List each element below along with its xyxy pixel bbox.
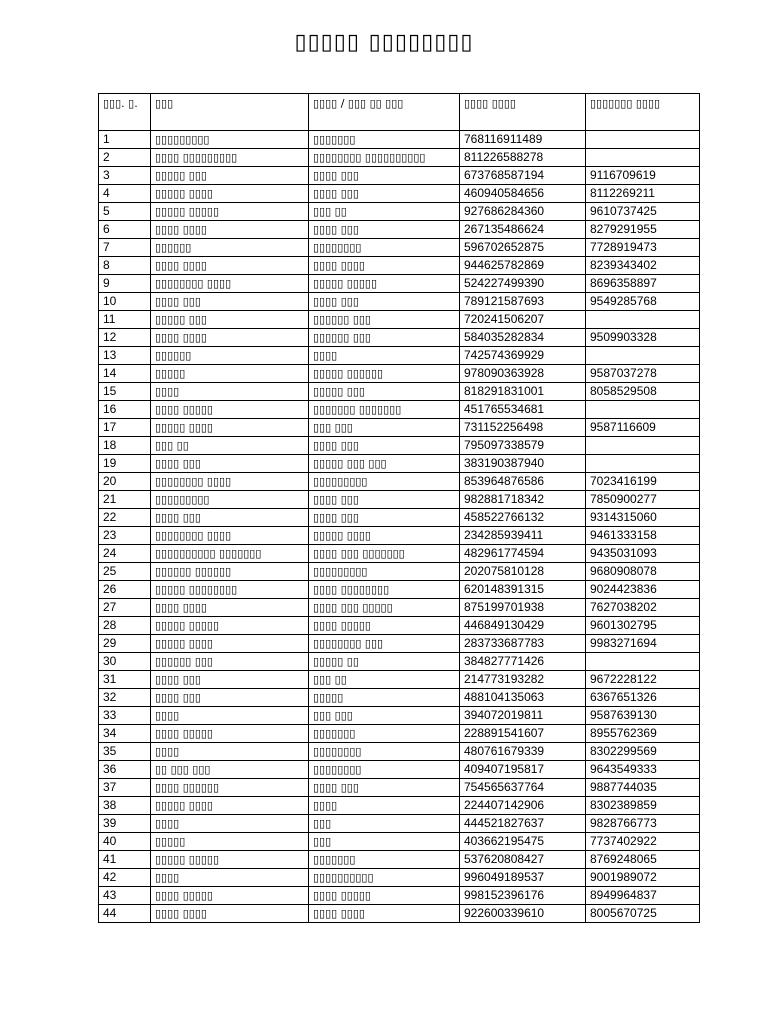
cell-id-number: 754565637764	[460, 779, 586, 797]
cell-serial-number: 19	[99, 455, 151, 473]
cell-serial-number: 23	[99, 527, 151, 545]
cell-father-husband-name: ▯▯▯▯ ▯▯▯	[309, 779, 460, 797]
cell-name: ▯▯▯▯▯▯▯▯ ▯▯▯▯	[151, 473, 309, 491]
table-row	[99, 221, 700, 239]
table-row	[99, 671, 700, 689]
cell-father-husband-name: ▯▯▯ ▯▯	[309, 671, 460, 689]
cell-name: ▯▯▯▯▯ ▯▯▯▯	[151, 185, 309, 203]
cell-name: ▯▯▯▯ ▯▯▯▯	[151, 905, 309, 923]
cell-name: ▯▯▯▯ ▯▯▯	[151, 293, 309, 311]
cell-father-husband-name: ▯▯▯▯▯▯▯▯▯	[309, 473, 460, 491]
table-row	[99, 815, 700, 833]
cell-id-number: 444521827637	[460, 815, 586, 833]
cell-serial-number: 34	[99, 725, 151, 743]
cell-mobile-number: 9680908078	[586, 563, 700, 581]
cell-name: ▯▯▯▯▯ ▯▯▯	[151, 167, 309, 185]
cell-id-number: 720241506207	[460, 311, 586, 329]
cell-name: ▯▯▯▯▯▯▯▯▯	[151, 491, 309, 509]
table-row	[99, 563, 700, 581]
cell-name: ▯▯▯▯▯ ▯▯▯▯▯	[151, 617, 309, 635]
cell-serial-number: 16	[99, 401, 151, 419]
cell-mobile-number: 8302299569	[586, 743, 700, 761]
cell-mobile-number: 9116709619	[586, 167, 700, 185]
cell-id-number: 451765534681	[460, 401, 586, 419]
cell-id-number: 458522766132	[460, 509, 586, 527]
cell-serial-number: 8	[99, 257, 151, 275]
cell-mobile-number: 9024423836	[586, 581, 700, 599]
cell-id-number: 620148391315	[460, 581, 586, 599]
cell-mobile-number: 7023416199	[586, 473, 700, 491]
cell-mobile-number: 9610737425	[586, 203, 700, 221]
cell-serial-number: 22	[99, 509, 151, 527]
cell-id-number: 596702652875	[460, 239, 586, 257]
cell-name: ▯▯▯▯ ▯▯▯▯	[151, 221, 309, 239]
cell-name: ▯▯▯ ▯▯	[151, 437, 309, 455]
cell-father-husband-name: ▯▯▯▯▯ ▯▯▯▯▯▯	[309, 365, 460, 383]
table-row	[99, 509, 700, 527]
cell-mobile-number	[586, 653, 700, 671]
table-row	[99, 401, 700, 419]
table-row	[99, 419, 700, 437]
cell-mobile-number: 8769248065	[586, 851, 700, 869]
cell-serial-number: 2	[99, 149, 151, 167]
table-row	[99, 275, 700, 293]
cell-father-husband-name: ▯▯▯▯▯ ▯▯▯▯	[309, 527, 460, 545]
cell-father-husband-name: ▯▯▯▯▯ ▯▯▯	[309, 383, 460, 401]
table-row	[99, 437, 700, 455]
cell-serial-number: 20	[99, 473, 151, 491]
cell-id-number: 283733687783	[460, 635, 586, 653]
cell-serial-number: 13	[99, 347, 151, 365]
cell-id-number: 234285939411	[460, 527, 586, 545]
cell-name: ▯▯▯▯ ▯▯▯▯▯▯▯▯▯	[151, 149, 309, 167]
cell-mobile-number: 7728919473	[586, 239, 700, 257]
table-row	[99, 545, 700, 563]
cell-name: ▯▯▯▯▯ ▯▯▯▯▯	[151, 851, 309, 869]
cell-id-number: 927686284360	[460, 203, 586, 221]
cell-id-number: 267135486624	[460, 221, 586, 239]
cell-serial-number: 12	[99, 329, 151, 347]
cell-serial-number: 18	[99, 437, 151, 455]
table-row	[99, 257, 700, 275]
cell-father-husband-name: ▯▯▯▯ ▯▯▯	[309, 509, 460, 527]
table-row	[99, 491, 700, 509]
cell-serial-number: 21	[99, 491, 151, 509]
cell-father-husband-name: ▯▯▯▯▯▯ ▯▯▯	[309, 311, 460, 329]
cell-mobile-number: 9672228122	[586, 671, 700, 689]
header-id-number: ▯▯▯▯ ▯▯▯▯	[460, 94, 586, 131]
cell-mobile-number	[586, 311, 700, 329]
cell-id-number: 384827771426	[460, 653, 586, 671]
cell-mobile-number: 9587037278	[586, 365, 700, 383]
cell-mobile-number	[586, 149, 700, 167]
cell-mobile-number: 7737402922	[586, 833, 700, 851]
cell-id-number: 480761679339	[460, 743, 586, 761]
page-title: ▯▯▯▯▯ ▯▯▯▯▯▯▯▯	[294, 30, 474, 55]
cell-father-husband-name: ▯▯▯▯▯ ▯▯▯ ▯▯▯	[309, 455, 460, 473]
table-row	[99, 167, 700, 185]
table-row	[99, 743, 700, 761]
cell-id-number: 789121587693	[460, 293, 586, 311]
cell-serial-number: 43	[99, 887, 151, 905]
table-row	[99, 887, 700, 905]
cell-father-husband-name: ▯▯▯ ▯▯	[309, 203, 460, 221]
cell-mobile-number: 8005670725	[586, 905, 700, 923]
cell-id-number: 811226588278	[460, 149, 586, 167]
cell-name: ▯▯▯▯▯▯	[151, 347, 309, 365]
table-row	[99, 833, 700, 851]
cell-id-number: 982881718342	[460, 491, 586, 509]
cell-serial-number: 7	[99, 239, 151, 257]
cell-mobile-number: 8112269211	[586, 185, 700, 203]
cell-serial-number: 4	[99, 185, 151, 203]
cell-name: ▯▯▯▯▯▯ ▯▯▯	[151, 653, 309, 671]
cell-father-husband-name: ▯▯▯ ▯▯▯	[309, 419, 460, 437]
cell-mobile-number: 6367651326	[586, 689, 700, 707]
cell-name: ▯▯ ▯▯▯ ▯▯▯	[151, 761, 309, 779]
table-row	[99, 239, 700, 257]
cell-id-number: 875199701938	[460, 599, 586, 617]
cell-father-husband-name: ▯▯▯▯ ▯▯▯	[309, 293, 460, 311]
cell-father-husband-name: ▯▯▯▯ ▯▯▯▯▯	[309, 617, 460, 635]
cell-name: ▯▯▯▯▯	[151, 365, 309, 383]
cell-father-husband-name: ▯▯▯▯▯▯▯▯	[309, 743, 460, 761]
header-father-husband-name: ▯▯▯▯ / ▯▯▯ ▯▯ ▯▯▯	[309, 94, 460, 131]
cell-father-husband-name: ▯▯▯▯ ▯▯▯▯	[309, 905, 460, 923]
cell-father-husband-name: ▯▯▯▯▯▯▯▯	[309, 761, 460, 779]
cell-name: ▯▯▯▯▯ ▯▯▯▯	[151, 635, 309, 653]
cell-serial-number: 14	[99, 365, 151, 383]
cell-name: ▯▯▯▯▯▯▯▯▯▯ ▯▯▯▯▯▯▯	[151, 545, 309, 563]
cell-id-number: 768116911489	[460, 131, 586, 149]
cell-mobile-number: 9983271694	[586, 635, 700, 653]
cell-mobile-number: 9549285768	[586, 293, 700, 311]
cell-id-number: 853964876586	[460, 473, 586, 491]
cell-name: ▯▯▯▯ ▯▯▯▯	[151, 257, 309, 275]
cell-name: ▯▯▯▯▯	[151, 833, 309, 851]
cell-father-husband-name: ▯▯▯▯▯▯▯ ▯▯▯▯▯▯▯	[309, 401, 460, 419]
table-row	[99, 329, 700, 347]
table-row	[99, 131, 700, 149]
cell-name: ▯▯▯▯ ▯▯▯	[151, 689, 309, 707]
cell-id-number: 742574369929	[460, 347, 586, 365]
table-row	[99, 185, 700, 203]
cell-name: ▯▯▯▯ ▯▯▯▯	[151, 599, 309, 617]
cell-serial-number: 44	[99, 905, 151, 923]
cell-serial-number: 41	[99, 851, 151, 869]
table-row	[99, 347, 700, 365]
cell-name: ▯▯▯▯	[151, 707, 309, 725]
cell-serial-number: 35	[99, 743, 151, 761]
cell-id-number: 394072019811	[460, 707, 586, 725]
cell-id-number: 228891541607	[460, 725, 586, 743]
cell-name: ▯▯▯▯ ▯▯▯▯▯▯	[151, 779, 309, 797]
cell-mobile-number: 7627038202	[586, 599, 700, 617]
cell-id-number: 998152396176	[460, 887, 586, 905]
cell-mobile-number: 8058529508	[586, 383, 700, 401]
table-row	[99, 581, 700, 599]
cell-mobile-number: 9461333158	[586, 527, 700, 545]
cell-father-husband-name: ▯▯▯▯ ▯▯▯	[309, 185, 460, 203]
table-row	[99, 707, 700, 725]
table-row	[99, 635, 700, 653]
cell-father-husband-name: ▯▯▯▯	[309, 347, 460, 365]
cell-name: ▯▯▯▯▯▯▯▯▯	[151, 131, 309, 149]
cell-id-number: 224407142906	[460, 797, 586, 815]
cell-father-husband-name: ▯▯▯▯▯▯▯	[309, 851, 460, 869]
cell-mobile-number: 9643549333	[586, 761, 700, 779]
cell-serial-number: 27	[99, 599, 151, 617]
cell-serial-number: 26	[99, 581, 151, 599]
table-row	[99, 383, 700, 401]
cell-father-husband-name: ▯▯▯▯▯▯▯	[309, 725, 460, 743]
cell-id-number: 818291831001	[460, 383, 586, 401]
cell-mobile-number: 9314315060	[586, 509, 700, 527]
cell-mobile-number: 8239343402	[586, 257, 700, 275]
cell-id-number: 202075810128	[460, 563, 586, 581]
cell-id-number: 214773193282	[460, 671, 586, 689]
cell-serial-number: 37	[99, 779, 151, 797]
cell-serial-number: 17	[99, 419, 151, 437]
cell-father-husband-name: ▯▯▯▯ ▯▯▯	[309, 437, 460, 455]
cell-father-husband-name: ▯▯▯	[309, 815, 460, 833]
cell-mobile-number: 9509903328	[586, 329, 700, 347]
cell-mobile-number: 9828766773	[586, 815, 700, 833]
cell-serial-number: 15	[99, 383, 151, 401]
table-row	[99, 599, 700, 617]
table-row	[99, 761, 700, 779]
cell-serial-number: 11	[99, 311, 151, 329]
cell-serial-number: 3	[99, 167, 151, 185]
cell-id-number: 460940584656	[460, 185, 586, 203]
cell-mobile-number: 7850900277	[586, 491, 700, 509]
cell-name: ▯▯▯▯	[151, 815, 309, 833]
cell-mobile-number: 8696358897	[586, 275, 700, 293]
records-table	[98, 93, 700, 923]
cell-mobile-number: 9887744035	[586, 779, 700, 797]
cell-father-husband-name: ▯▯▯▯ ▯▯▯	[309, 167, 460, 185]
cell-id-number: 446849130429	[460, 617, 586, 635]
cell-mobile-number	[586, 131, 700, 149]
cell-father-husband-name: ▯▯▯▯ ▯▯▯ ▯▯▯▯▯▯▯	[309, 545, 460, 563]
cell-mobile-number	[586, 437, 700, 455]
cell-serial-number: 42	[99, 869, 151, 887]
cell-id-number: 409407195817	[460, 761, 586, 779]
cell-name: ▯▯▯▯	[151, 743, 309, 761]
cell-name: ▯▯▯▯	[151, 383, 309, 401]
cell-mobile-number	[586, 401, 700, 419]
table-row	[99, 473, 700, 491]
table-row	[99, 149, 700, 167]
cell-father-husband-name: ▯▯▯▯▯▯ ▯▯▯	[309, 329, 460, 347]
cell-name: ▯▯▯▯ ▯▯▯▯▯	[151, 887, 309, 905]
cell-mobile-number: 8279291955	[586, 221, 700, 239]
cell-mobile-number: 9435031093	[586, 545, 700, 563]
cell-father-husband-name: ▯▯▯▯▯ ▯▯	[309, 653, 460, 671]
cell-serial-number: 28	[99, 617, 151, 635]
cell-serial-number: 40	[99, 833, 151, 851]
cell-name: ▯▯▯▯ ▯▯▯	[151, 455, 309, 473]
cell-serial-number: 29	[99, 635, 151, 653]
cell-serial-number: 33	[99, 707, 151, 725]
table-row	[99, 689, 700, 707]
cell-id-number: 673768587194	[460, 167, 586, 185]
cell-serial-number: 36	[99, 761, 151, 779]
cell-mobile-number: 9587639130	[586, 707, 700, 725]
cell-mobile-number: 8302389859	[586, 797, 700, 815]
cell-father-husband-name: ▯▯▯▯▯▯▯▯ ▯▯▯▯▯▯▯▯▯▯	[309, 149, 460, 167]
table-row	[99, 851, 700, 869]
cell-father-husband-name: ▯▯▯▯▯▯▯▯	[309, 239, 460, 257]
cell-father-husband-name: ▯▯▯▯▯▯▯▯▯	[309, 563, 460, 581]
cell-name: ▯▯▯▯▯ ▯▯▯▯▯▯▯▯	[151, 581, 309, 599]
cell-id-number: 403662195475	[460, 833, 586, 851]
cell-father-husband-name: ▯▯▯▯▯▯▯▯▯▯	[309, 869, 460, 887]
cell-name: ▯▯▯▯▯ ▯▯▯▯	[151, 797, 309, 815]
cell-mobile-number	[586, 347, 700, 365]
header-name: ▯▯▯	[151, 94, 309, 131]
cell-name: ▯▯▯▯▯ ▯▯▯▯	[151, 419, 309, 437]
cell-mobile-number: 9001989072	[586, 869, 700, 887]
cell-serial-number: 6	[99, 221, 151, 239]
table-row	[99, 203, 700, 221]
cell-serial-number: 39	[99, 815, 151, 833]
cell-father-husband-name: ▯▯▯▯▯	[309, 689, 460, 707]
cell-id-number: 383190387940	[460, 455, 586, 473]
table-row	[99, 455, 700, 473]
cell-mobile-number: 9601302795	[586, 617, 700, 635]
cell-name: ▯▯▯▯▯ ▯▯▯▯▯	[151, 203, 309, 221]
cell-serial-number: 1	[99, 131, 151, 149]
cell-name: ▯▯▯▯ ▯▯▯▯▯	[151, 725, 309, 743]
table-row	[99, 797, 700, 815]
cell-father-husband-name: ▯▯▯▯▯▯▯	[309, 131, 460, 149]
cell-serial-number: 25	[99, 563, 151, 581]
cell-father-husband-name: ▯▯▯▯ ▯▯▯	[309, 221, 460, 239]
cell-name: ▯▯▯▯	[151, 869, 309, 887]
cell-serial-number: 30	[99, 653, 151, 671]
cell-serial-number: 9	[99, 275, 151, 293]
header-serial-number: ▯▯▯. ▯.	[99, 94, 151, 131]
cell-father-husband-name: ▯▯▯ ▯▯▯	[309, 707, 460, 725]
cell-father-husband-name: ▯▯▯	[309, 833, 460, 851]
cell-mobile-number: 8955762369	[586, 725, 700, 743]
cell-id-number: 922600339610	[460, 905, 586, 923]
cell-serial-number: 32	[99, 689, 151, 707]
cell-father-husband-name: ▯▯▯▯ ▯▯▯▯▯	[309, 887, 460, 905]
cell-father-husband-name: ▯▯▯▯▯ ▯▯▯▯▯	[309, 275, 460, 293]
cell-id-number: 524227499390	[460, 275, 586, 293]
cell-serial-number: 10	[99, 293, 151, 311]
cell-father-husband-name: ▯▯▯▯ ▯▯▯▯	[309, 257, 460, 275]
cell-id-number: 584035282834	[460, 329, 586, 347]
table-header-row	[99, 94, 700, 131]
cell-father-husband-name: ▯▯▯▯ ▯▯▯	[309, 491, 460, 509]
cell-mobile-number	[586, 455, 700, 473]
cell-name: ▯▯▯▯▯▯ ▯▯▯▯▯▯	[151, 563, 309, 581]
cell-mobile-number: 9587116609	[586, 419, 700, 437]
cell-id-number: 978090363928	[460, 365, 586, 383]
cell-id-number: 944625782869	[460, 257, 586, 275]
table-row	[99, 905, 700, 923]
cell-mobile-number: 8949964837	[586, 887, 700, 905]
cell-name: ▯▯▯▯ ▯▯▯	[151, 509, 309, 527]
cell-name: ▯▯▯▯▯▯	[151, 239, 309, 257]
cell-name: ▯▯▯▯▯▯▯▯ ▯▯▯▯	[151, 527, 309, 545]
cell-id-number: 537620808427	[460, 851, 586, 869]
table-row	[99, 311, 700, 329]
cell-father-husband-name: ▯▯▯▯ ▯▯▯ ▯▯▯▯▯	[309, 599, 460, 617]
cell-id-number: 795097338579	[460, 437, 586, 455]
table-row	[99, 365, 700, 383]
table-row	[99, 869, 700, 887]
table-body	[99, 131, 700, 923]
table-row	[99, 617, 700, 635]
table-row	[99, 653, 700, 671]
table-row	[99, 527, 700, 545]
cell-father-husband-name: ▯▯▯▯▯▯▯▯ ▯▯▯	[309, 635, 460, 653]
cell-name: ▯▯▯▯ ▯▯▯	[151, 671, 309, 689]
cell-serial-number: 31	[99, 671, 151, 689]
cell-name: ▯▯▯▯ ▯▯▯▯	[151, 329, 309, 347]
cell-serial-number: 38	[99, 797, 151, 815]
cell-id-number: 996049189537	[460, 869, 586, 887]
cell-father-husband-name: ▯▯▯▯ ▯▯▯▯▯▯▯▯	[309, 581, 460, 599]
cell-name: ▯▯▯▯▯ ▯▯▯	[151, 311, 309, 329]
cell-father-husband-name: ▯▯▯▯	[309, 797, 460, 815]
cell-serial-number: 5	[99, 203, 151, 221]
cell-id-number: 488104135063	[460, 689, 586, 707]
cell-name: ▯▯▯▯ ▯▯▯▯▯	[151, 401, 309, 419]
cell-id-number: 482961774594	[460, 545, 586, 563]
cell-id-number: 731152256498	[460, 419, 586, 437]
cell-serial-number: 24	[99, 545, 151, 563]
table-row	[99, 293, 700, 311]
header-mobile-number: ▯▯▯▯▯▯▯ ▯▯▯▯	[586, 94, 700, 131]
table-row	[99, 779, 700, 797]
table-row	[99, 725, 700, 743]
cell-name: ▯▯▯▯▯▯▯▯ ▯▯▯▯	[151, 275, 309, 293]
